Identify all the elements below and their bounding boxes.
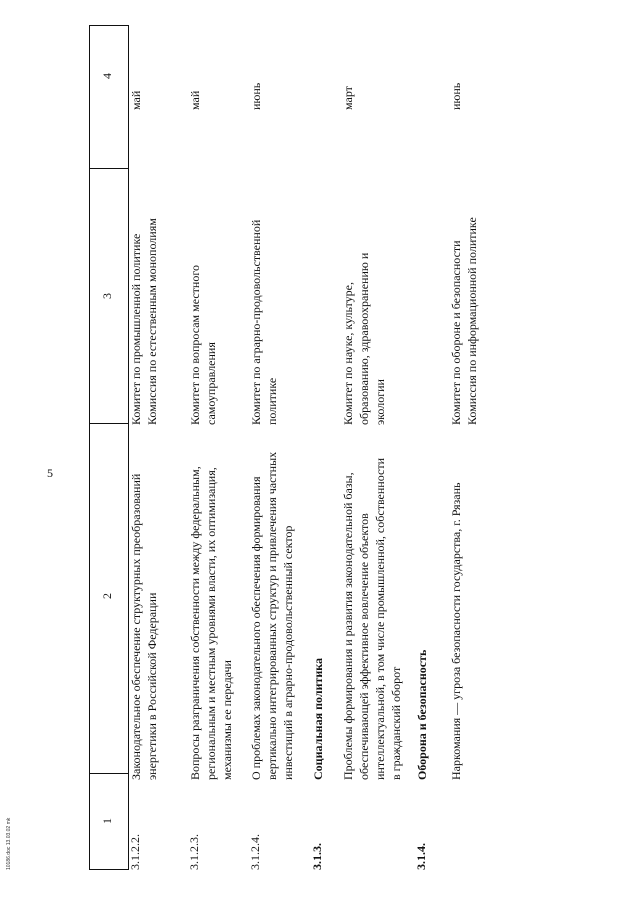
column-header-1: 1	[100, 818, 114, 824]
row-number: 3.1.2.4.	[248, 834, 262, 870]
row-number: 3.1.2.2.	[128, 834, 142, 870]
row-committee: Комитет по вопросам местного самоуправления	[188, 265, 218, 425]
section-number: 3.1.3.	[310, 843, 324, 870]
row-committee: Комитет по обороне и безопасности Комиссия по информационной политике	[449, 217, 479, 425]
row-title: Проблемы формирования и развития законодательной базы, обеспечивающей эффективное вовлечение объектов интеллектуальной, в том числе промышленной, собственности в гражданский оборот	[341, 458, 403, 780]
row-title: Законодательное обеспечение структурных преобразований энергетики в Российской Федерации	[129, 473, 159, 780]
column-header-3: 3	[100, 293, 114, 299]
page-number: 5	[47, 466, 53, 480]
row-committee: Комитет по промышленной политике Комиссия по естественным монополиям	[129, 218, 159, 425]
section-number: 3.1.4.	[414, 843, 428, 870]
row-committee: Комитет по аграрно-продовольственной политике	[249, 219, 279, 425]
row-committee: Комитет по науке, культуре, образованию, здравоохранению и экологии	[341, 252, 387, 425]
row-title: Вопросы разграничения собственности между федеральным, региональным и местным уровнями власти, их оптимизация, механизмы ее передачи	[188, 466, 234, 780]
row-title: О проблемах законодательного обеспечения формирования вертикально интегрированных структур и привлечения частных инвестиций в аграрно-продовольственный сектор	[249, 451, 295, 780]
row-month: май	[129, 90, 143, 110]
row-month: май	[188, 90, 202, 110]
footer-code: 10186.doc 13.03.02 mk	[6, 817, 12, 870]
column-header-2: 2	[100, 593, 114, 599]
section-title: Социальная политика	[311, 657, 325, 780]
row-title: Наркомания — угроза безопасности государства, г. Рязань	[449, 482, 463, 780]
table-header	[89, 25, 129, 870]
row-number: 3.1.2.3.	[187, 834, 201, 870]
row-month: июнь	[249, 82, 263, 110]
row-month: июнь	[449, 82, 463, 110]
section-title: Оборона и безопасность	[415, 649, 429, 780]
row-month: март	[341, 86, 355, 110]
column-header-4: 4	[100, 73, 114, 79]
